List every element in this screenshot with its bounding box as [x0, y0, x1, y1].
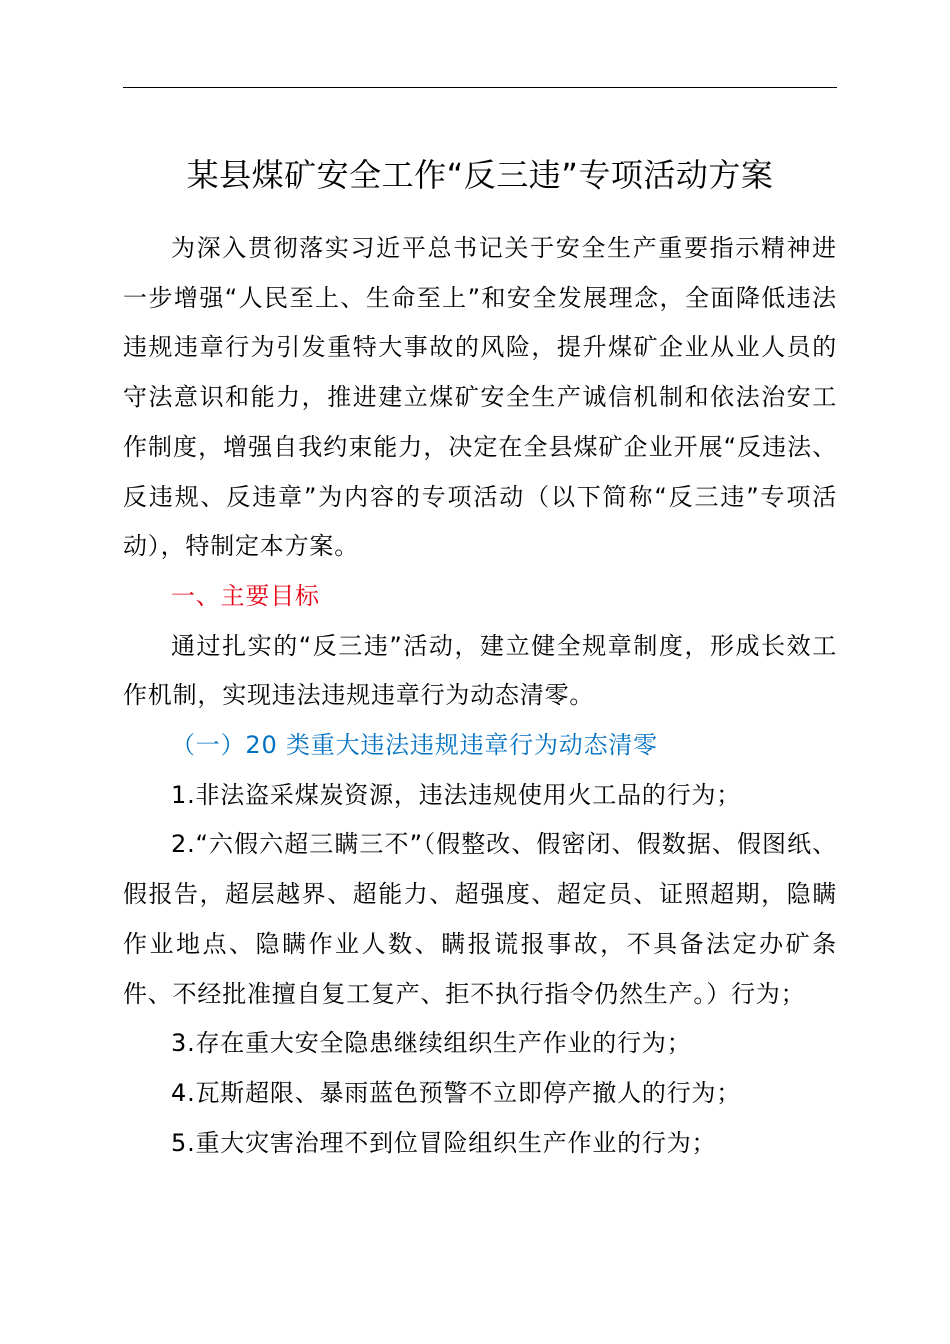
subsection-heading-20-categories: （一）20 类重大违法违规违章行为动态清零	[171, 731, 658, 760]
section-heading-main-goals: 一、主要目标	[171, 581, 320, 610]
list-item: 1.非法盗采煤炭资源，违法违规使用火工品的行为；	[171, 780, 742, 809]
list-item: 5.重大灾害治理不到位冒险组织生产作业的行为；	[171, 1128, 717, 1157]
list-item: 4.瓦斯超限、暴雨蓝色预警不立即停产撤人的行为；	[171, 1078, 742, 1107]
list-item: 2.“六假六超三瞒三不”（假整改、假密闭、假数据、假图纸、假报告，超层越界、超能力、超强度、超定员、证照超期，隐瞒作业地点、隐瞒作业人数、瞒报谎报事故，不具备法定办矿条件、不经批准擅自复工复产、拒不执行指令仍然生产。）行为；	[123, 830, 837, 1008]
section-paragraph-main-goals: 通过扎实的“反三违”活动，建立健全规章制度，形成长效工作机制，实现违法违规违章行为动态清零。	[123, 631, 837, 710]
header-rule	[123, 87, 837, 88]
document-title: 某县煤矿安全工作“反三违”专项活动方案	[186, 156, 774, 194]
list-item: 3.存在重大安全隐患继续组织生产作业的行为；	[171, 1029, 692, 1058]
document-body	[123, 224, 837, 1168]
intro-paragraph: 为深入贯彻落实习近平总书记关于安全生产重要指示精神进一步增强“人民至上、生命至上”和安全发展理念，全面降低违法违规违章行为引发重特大事故的风险，提升煤矿企业从业人员的守法意识和能力，推进建立煤矿安全生产诚信机制和依法治安工作制度，增强自我约束能力，决定在全县煤矿企业开展“反违法、反违规、反违章”为内容的专项活动（以下简称“反三违”专项活动），特制定本方案。	[123, 234, 837, 561]
